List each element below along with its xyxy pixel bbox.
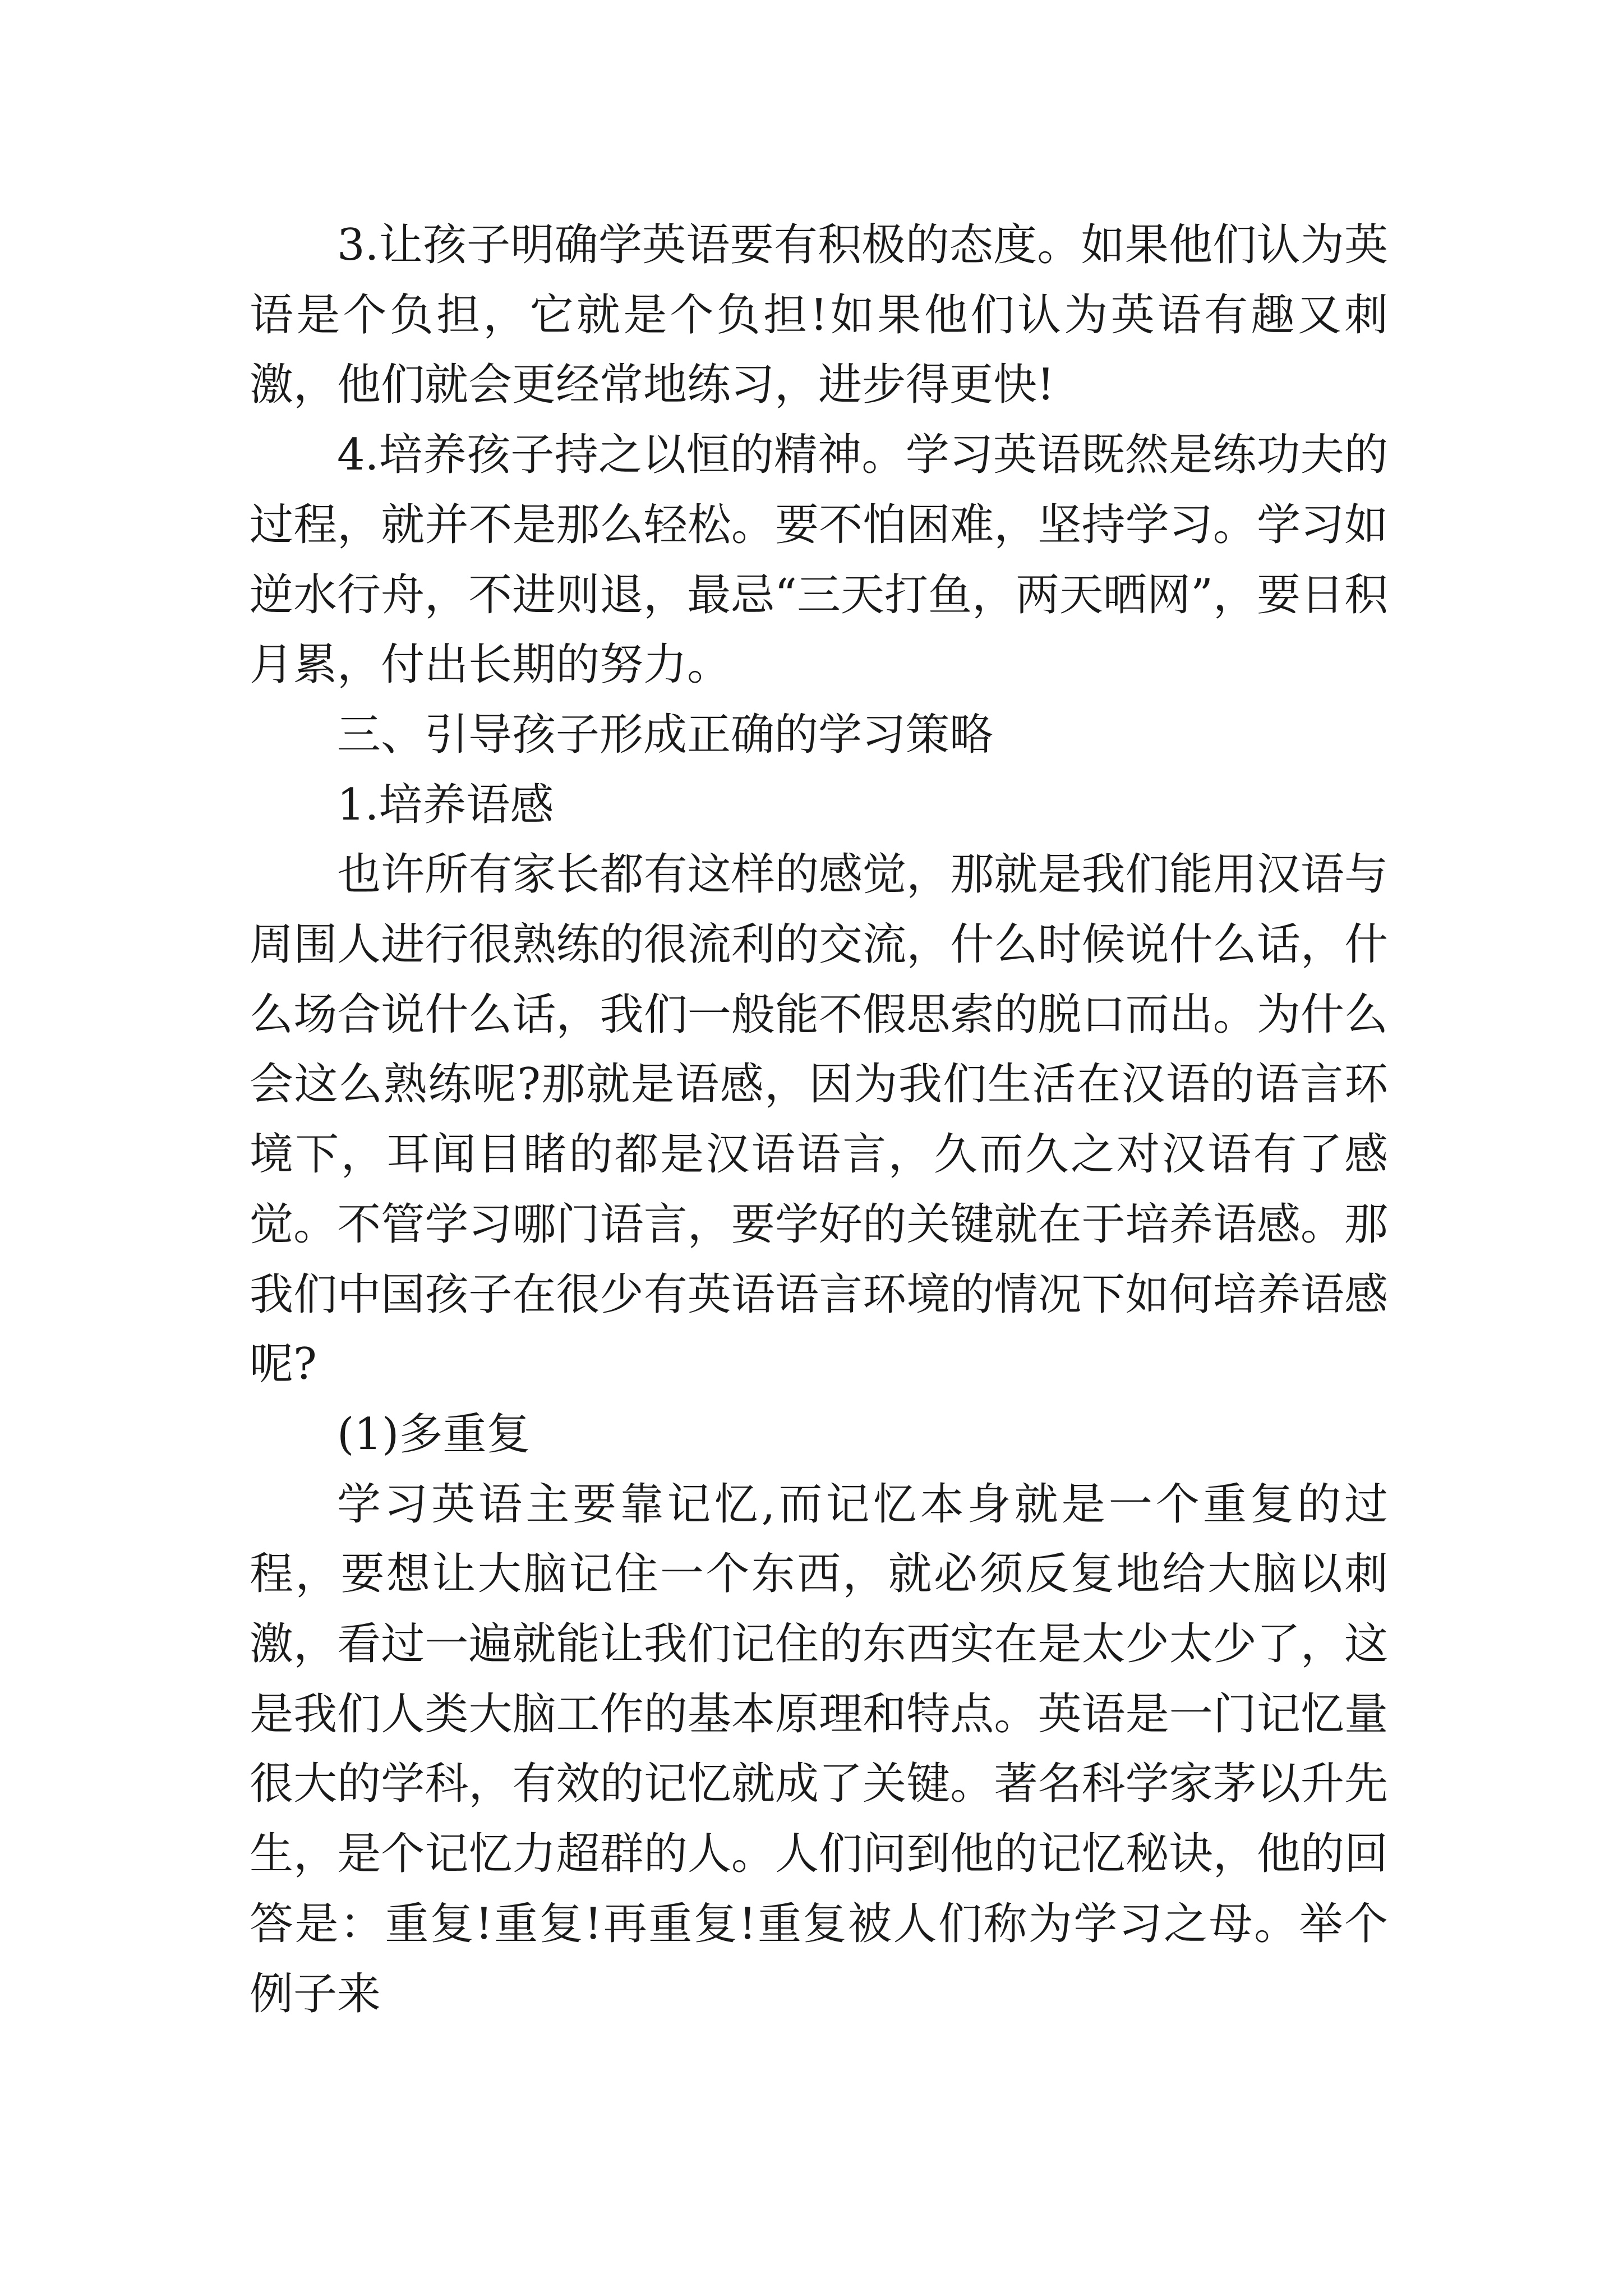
section-heading-learning-strategy: 三、引导孩子形成正确的学习策略 (337, 709, 994, 760)
subheading-repetition: (1)多重复 (337, 1409, 531, 1460)
paragraph-language-sense: 也许所有家长都有这样的感觉，那就是我们能用汉语与周围人进行很熟练的很流利的交流，什么时候说什么话，什么场合说什么话，我们一般能不假思索的脱口而出。为什么会这么熟练呢?那就是语感，因为我们生活在汉语的语言环境下，耳闻目睹的都是汉语语言，久而久之对汉语有了感觉。不管学习哪门语言，要学好的关键就在于培养语感。那我们中国孩子在很少有英语语言环境的情况下如何培养语感呢? (250, 849, 1388, 1390)
document-body (250, 210, 1388, 2029)
subheading-language-sense: 1.培养语感 (337, 779, 554, 830)
paragraph-perseverance: 4.培养孩子持之以恒的精神。学习英语既然是练功夫的过程，就并不是那么轻松。要不怕困难，坚持学习。学习如逆水行舟，不进则退，最忌“三天打鱼，两天晒网”，要日积月累，付出长期的努力。 (250, 430, 1388, 691)
paragraph-repetition: 学习英语主要靠记忆,而记忆本身就是一个重复的过程，要想让大脑记住一个东西，就必须反复地给大脑以刺激，看过一遍就能让我们记住的东西实在是太少太少了，这是我们人类大脑工作的基本原理和特点。英语是一门记忆量很大的学科，有效的记忆就成了关键。著名科学家茅以升先生，是个记忆力超群的人。人们问到他的记忆秘诀，他的回答是：重复!重复!再重复!重复被人们称为学习之母。举个例子来 (250, 1479, 1388, 2019)
paragraph-attitude: 3.让孩子明确学英语要有积极的态度。如果他们认为英语是个负担，它就是个负担!如果他们认为英语有趣又刺激，他们就会更经常地练习，进步得更快! (250, 220, 1388, 411)
